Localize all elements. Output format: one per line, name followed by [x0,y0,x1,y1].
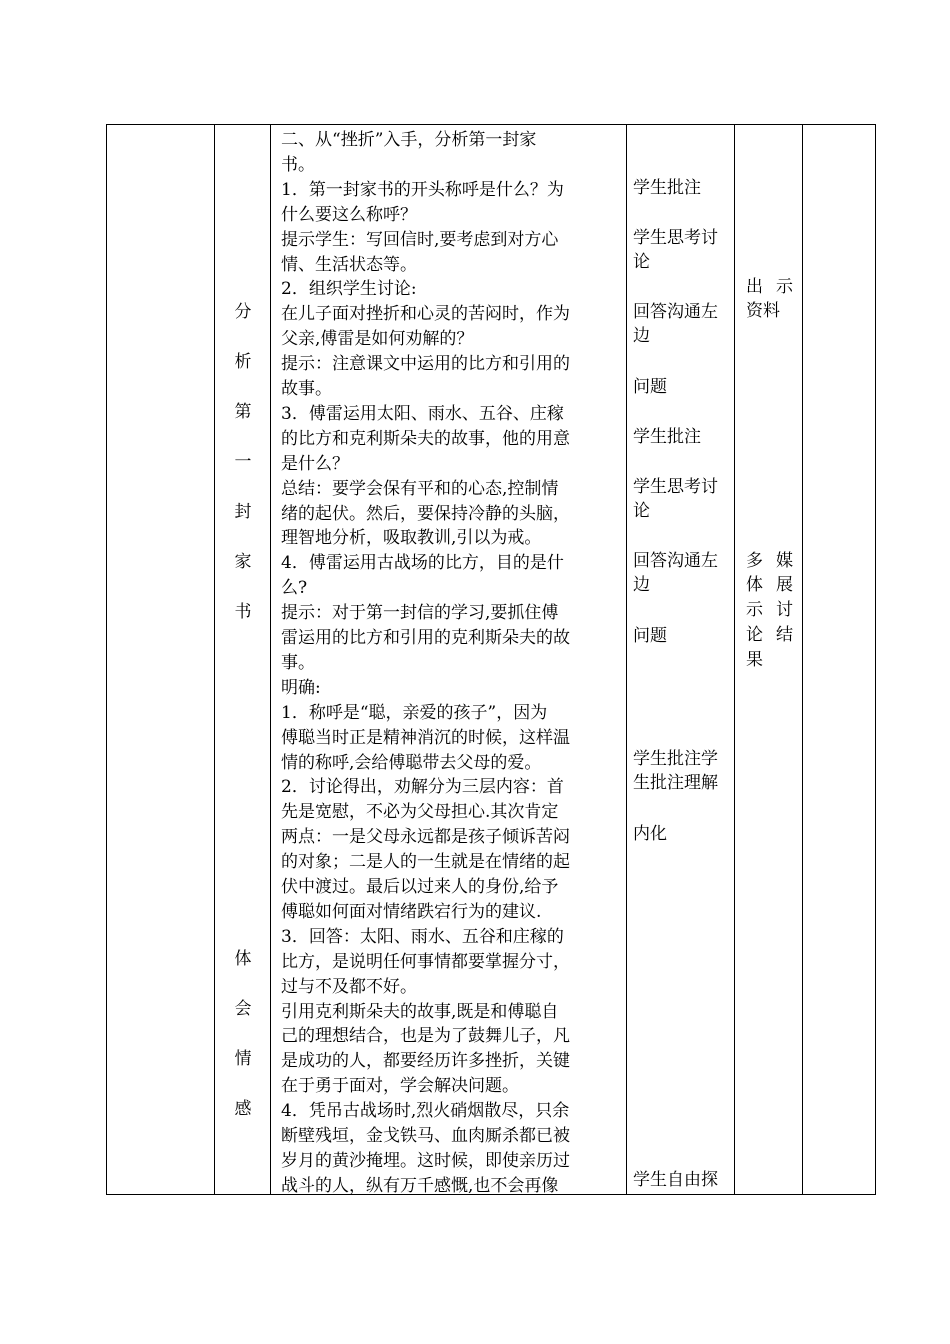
media-char: 多 [746,551,763,571]
media-char: 媒 [776,551,793,571]
section-label-char: 析 [234,352,252,372]
teacher-activity-line: 比方，是说明任何事情都要掌握分寸， [281,951,570,972]
student-activity-line: 边 [633,326,650,346]
teacher-activity-line: 是什么？ [281,453,349,474]
media-char: 展 [776,575,793,595]
teacher-activity-line: 过与不及都不好。 [281,976,417,997]
teacher-activity-line: 提示：对于第一封信的学习,要抓住傅 [281,603,559,624]
teacher-activity-line: 断壁残垣，金戈铁马、血肉厮杀都已被 [281,1126,570,1146]
teacher-activity-line: 的比方和克利斯朵夫的故事，他的用意 [281,428,570,449]
media-char: 讨 [776,600,793,620]
media-char: 资料 [746,301,780,321]
teacher-activity-line: 战斗的人，纵有万千感慨,也不会再像 [281,1175,559,1194]
teacher-activity-line: 引用克利斯朵夫的故事,既是和傅聪自 [281,1001,559,1022]
teacher-activity-line: 2．组织学生讨论: [281,279,417,300]
teacher-activity-line: 绪的起伏。然后，要保持冷静的头脑， [281,503,570,524]
media-char: 体 [746,575,763,595]
section-label-char: 封 [234,502,252,522]
teacher-activity-line: 雷运用的比方和引用的克利斯朵夫的故 [281,628,570,648]
teacher-activity-line: 3．傅雷运用太阳、雨水、五谷、庄稼 [281,403,564,424]
student-activity-line: 问题 [633,377,667,397]
student-activity-line: 学生批注 [633,427,701,447]
teacher-activity-line: 提示：注意课文中运用的比方和引用的 [281,354,570,375]
section-label-char: 家 [234,552,252,572]
teacher-activity-line: 傅聪当时正是精神消沉的时候，这样温 [281,727,570,748]
media-char: 示 [776,277,793,297]
section-label-char: 分 [234,302,252,322]
teacher-activity-line: 理智地分析，吸取教训,引以为戒。 [281,528,542,549]
section-label-char: 书 [234,602,252,622]
student-activity-line: 回答沟通左 [633,551,718,571]
teacher-activity-line: 故事。 [281,379,332,399]
teacher-activity-cell [281,125,626,1194]
teacher-activity-line: 伏中渡过。最后以过来人的身份,给予 [281,877,559,897]
media-char: 示 [746,600,763,620]
teacher-activity-line: 父亲,傅雷是如何劝解的？ [281,329,474,350]
blank-notes-cell [803,125,876,1194]
media-char: 论 [746,625,763,645]
column-divider [270,125,271,1194]
student-activity-line: 学生思考讨 [633,228,718,248]
teacher-activity-line: 情的称呼,会给傅聪带去父母的爱。 [281,752,542,773]
teacher-activity-line: 事。 [281,652,315,673]
student-activity-line: 内化 [633,824,667,844]
teacher-activity-line: 4．凭吊古战场时,烈火硝烟散尽，只余 [281,1101,570,1122]
student-activity-cell [633,125,734,1194]
teacher-activity-line: 么? [281,578,308,599]
teacher-activity-line: 总结：要学会保有平和的心态,控制情 [281,478,559,499]
media-char: 果 [746,650,763,670]
student-activity-line: 学生自由探 [633,1170,718,1190]
section-label-char: 体 [234,949,252,969]
student-activity-line: 学生思考讨 [633,477,718,497]
student-activity-line: 生批注理解 [633,773,718,793]
media-cell [735,125,802,1194]
section-label-char: 会 [234,999,252,1019]
student-activity-line: 问题 [633,626,667,646]
student-activity-line: 学生批注 [633,178,701,198]
teacher-activity-line: 岁月的黄沙掩埋。这时候，即使亲历过 [281,1150,570,1171]
blank-column-cell [107,125,214,1194]
teacher-activity-line: 3．回答：太阳、雨水、五谷和庄稼的 [281,926,564,947]
section-label-char: 感 [234,1099,252,1119]
teacher-activity-line: 提示学生：写回信时,要考虑到对方心 [281,229,559,250]
teacher-activity-line: 情、生活状态等。 [281,254,417,275]
student-activity-line: 学生批注学 [633,749,718,769]
student-activity-line: 论 [633,252,650,272]
teacher-activity-line: 在于勇于面对，学会解决问题。 [281,1076,519,1097]
teacher-activity-line: 明确: [281,677,321,698]
teacher-activity-line: 傅聪如何面对情绪跌宕行为的建议. [281,901,542,922]
teacher-activity-line: 先是宽慰，不必为父母担心.其次肯定 [281,802,559,823]
teacher-activity-line: 1．第一封家书的开头称呼是什么？为 [281,179,564,200]
section-label-cell [215,125,270,1194]
teacher-activity-line: 书。 [281,154,315,175]
teacher-activity-line: 在儿子面对挫折和心灵的苦闷时，作为 [281,304,570,325]
lesson-plan-table [106,124,876,1195]
media-char: 结 [776,625,793,645]
section-label-char: 情 [234,1049,252,1069]
teacher-activity-line: 2．讨论得出，劝解分为三层内容：首 [281,777,564,798]
media-char: 出 [746,277,763,297]
teacher-activity-line: 是成功的人，都要经历许多挫折，关键 [281,1051,570,1072]
teacher-activity-line: 什么要这么称呼？ [281,204,417,225]
student-activity-line: 论 [633,501,650,521]
teacher-activity-line: 的对象；二是人的一生就是在情绪的起 [281,852,570,873]
student-activity-line: 边 [633,575,650,595]
teacher-activity-line: 1．称呼是“聪，亲爱的孩子”，因为 [281,702,548,723]
column-divider [626,125,627,1194]
section-label-char: 一 [234,452,252,472]
section-label-char: 第 [234,402,252,422]
teacher-activity-line: 二、从“挫折”入手，分析第一封家 [281,130,537,150]
student-activity-line: 回答沟通左 [633,302,718,322]
teacher-activity-line: 己的理想结合，也是为了鼓舞儿子，凡 [281,1026,570,1047]
teacher-activity-line: 4．傅雷运用古战场的比方，目的是什 [281,553,564,574]
teacher-activity-line: 两点：一是父母永远都是孩子倾诉苦闷 [281,827,570,848]
